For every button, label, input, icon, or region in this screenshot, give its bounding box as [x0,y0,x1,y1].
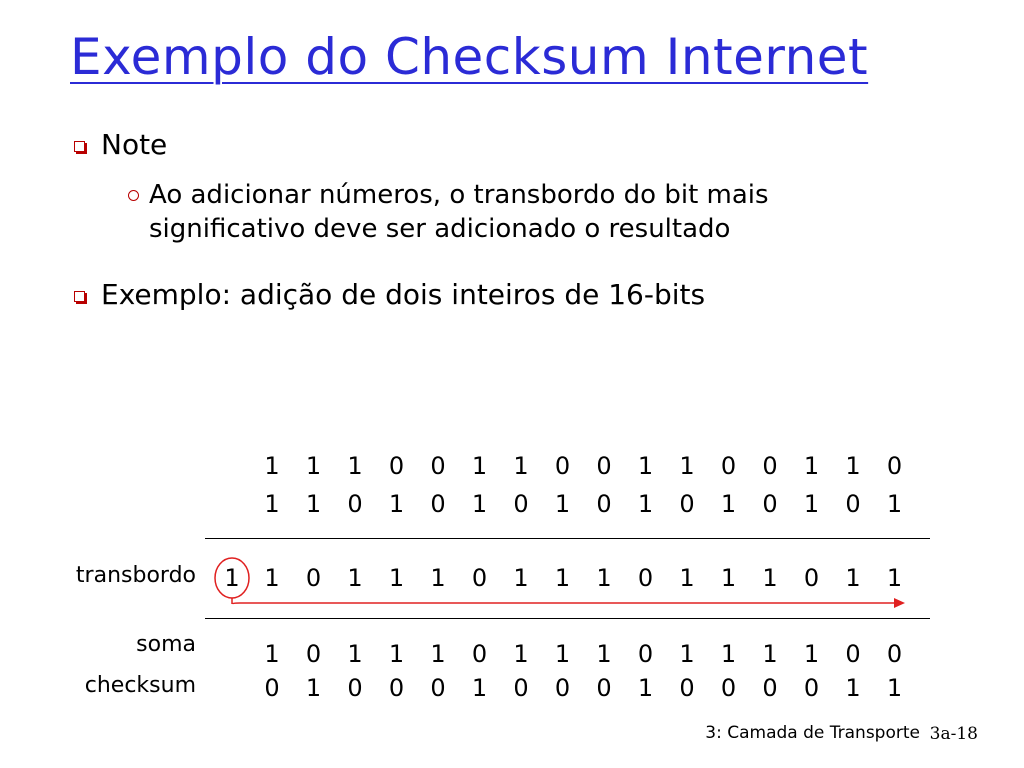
bit-digit: 1 [679,564,695,592]
bit-digit: 0 [596,674,612,702]
bit-digit: 1 [347,452,363,480]
bit-digit: 0 [845,490,861,518]
bit-digit: 1 [637,674,654,702]
bit-digit: 1 [305,674,322,702]
overflow-bit: 1 [224,564,240,592]
bit-digit: 1 [679,640,695,668]
bit-digit: 1 [720,564,737,592]
bit-digit: 1 [679,452,695,480]
bit-digit: 1 [720,490,737,518]
bit-digit: 1 [762,640,778,668]
bit-digit: 0 [554,674,571,702]
bit-digit: 1 [513,452,529,480]
bit-digit: 1 [264,452,280,480]
bit-digit: 0 [762,452,778,480]
bit-digit: 0 [513,674,529,702]
bit-digit: 0 [554,452,571,480]
bit-digit: 1 [554,490,571,518]
bit-digit: 0 [305,640,322,668]
bullet-note-sub-text: Ao adicionar números, o transbordo do bit mais significativo deve ser adicionado o resultado [149,180,769,244]
bit-digit: 0 [720,452,737,480]
bit-digit: 0 [430,452,446,480]
bit-digit: 0 [388,452,405,480]
bit-digit: 1 [637,452,654,480]
bit-digit: 0 [347,674,363,702]
bit-digit: 0 [347,490,363,518]
bit-digit: 1 [886,564,903,592]
bit-digit: 1 [388,564,405,592]
bit-digit: 0 [637,640,654,668]
result-divider [205,618,930,619]
bit-digit: 1 [762,564,778,592]
bit-digit: 0 [596,452,612,480]
bit-digit: 1 [513,564,529,592]
bit-digit: 1 [596,564,612,592]
bit-digit: 0 [596,490,612,518]
slide-title: Exemplo do Checksum Internet [70,28,869,86]
bit-digit: 1 [720,640,737,668]
bit-digit: 0 [637,564,654,592]
bit-digit: 1 [554,564,571,592]
bit-digit: 1 [803,490,820,518]
bit-digit: 1 [845,564,861,592]
bit-digit: 0 [803,674,820,702]
bit-digit: 0 [762,490,778,518]
page-number: 3a-18 [929,724,978,744]
checksum-label: checksum [84,673,196,698]
bit-digit: 1 [596,640,612,668]
bit-digit: 1 [388,490,405,518]
bit-digit: 0 [886,640,903,668]
bit-digit: 1 [886,490,903,518]
overflow-arrow [232,598,900,604]
bit-digit: 1 [803,640,820,668]
bit-digit: 1 [264,564,280,592]
bit-digit: 0 [803,564,820,592]
bullet-note-text: Note [101,128,168,161]
bit-digit: 1 [471,490,488,518]
bit-digit: 1 [471,452,488,480]
bit-digit: 1 [305,452,322,480]
bit-digit: 1 [388,640,405,668]
bit-digit: 0 [264,674,280,702]
footer-chapter: 3: Camada de Transporte [705,723,920,743]
bit-digit: 0 [471,640,488,668]
bit-digit: 1 [513,640,529,668]
bit-digit: 0 [513,490,529,518]
bit-digit: 0 [430,674,446,702]
bit-digit: 1 [637,490,654,518]
bullet-example-text: Exemplo: adição de dois inteiros de 16-bits [101,278,706,311]
bit-digit: 1 [845,452,861,480]
bit-digit: 0 [845,640,861,668]
bit-digit: 0 [471,564,488,592]
bit-digit: 1 [305,490,322,518]
bit-digit: 1 [264,640,280,668]
bit-digit: 0 [762,674,778,702]
soma-label: soma [136,632,196,657]
bit-digit: 1 [803,452,820,480]
bit-digit: 0 [430,490,446,518]
bit-digit: 0 [679,490,695,518]
arrowhead-icon [894,598,905,608]
bit-digit: 0 [305,564,322,592]
bit-digit: 1 [845,674,861,702]
bit-digit: 1 [430,564,446,592]
bit-digit: 1 [554,640,571,668]
bit-digit: 1 [471,674,488,702]
overflow-label: transbordo [75,563,196,588]
bit-digit: 1 [347,564,363,592]
bit-digit: 1 [886,674,903,702]
bit-digit: 0 [388,674,405,702]
bit-digit: 1 [347,640,363,668]
bit-digit: 0 [679,674,695,702]
bit-digit: 0 [720,674,737,702]
bit-digit: 1 [264,490,280,518]
bit-digit: 1 [430,640,446,668]
bit-digit: 0 [886,452,903,480]
